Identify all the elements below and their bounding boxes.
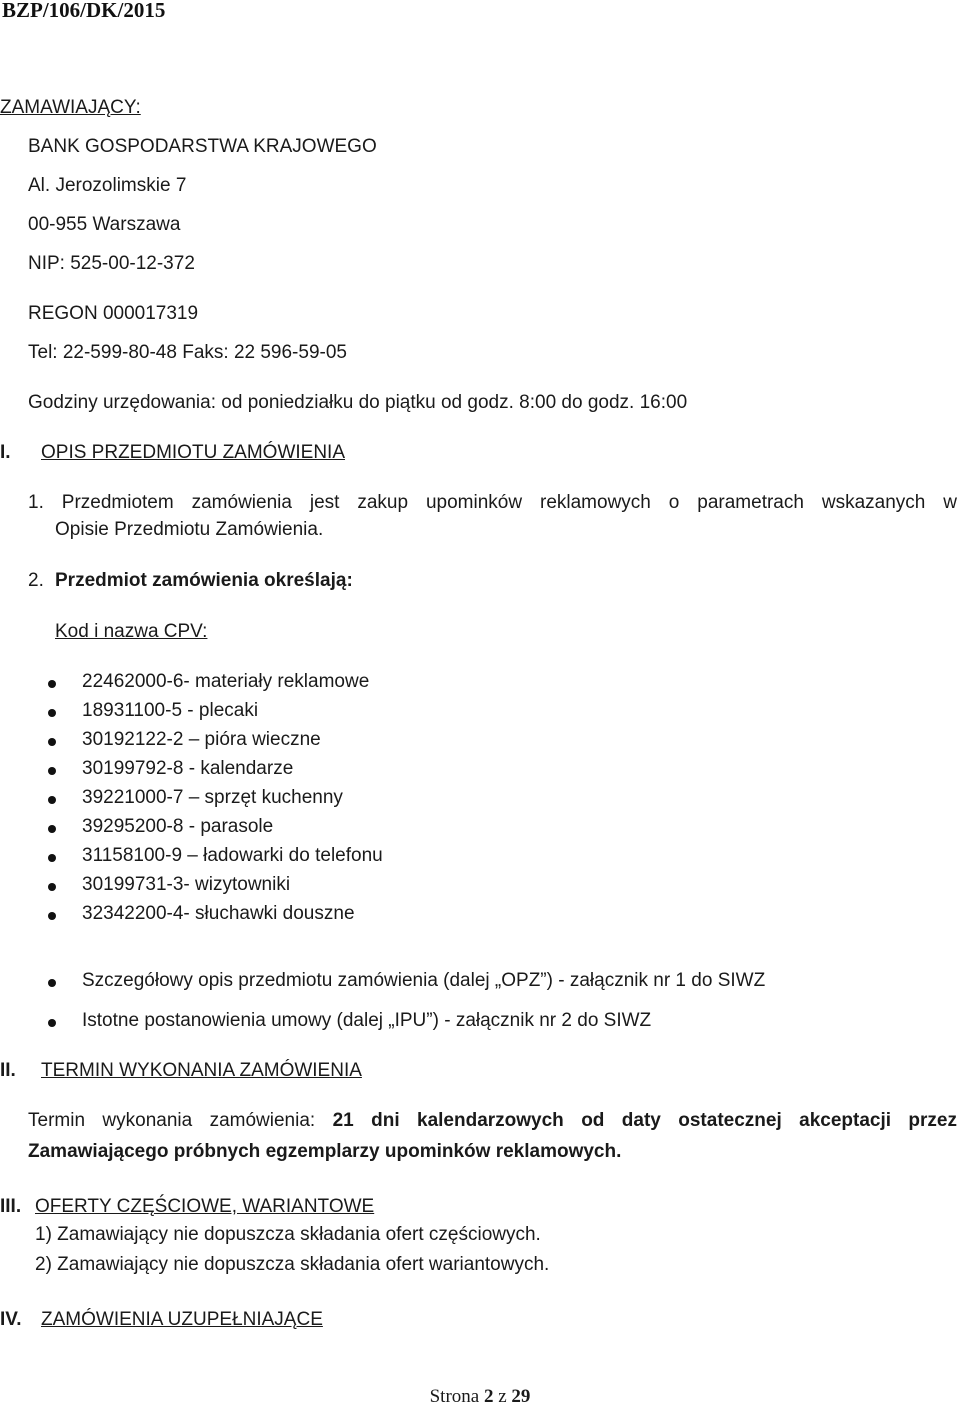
section-4-title: ZAMÓWIENIA UZUPEŁNIAJĄCE (41, 1309, 323, 1330)
bullet-icon (48, 767, 56, 775)
list-item: 30199792-8 - kalendarze (82, 758, 294, 779)
footer-page: 2 (483, 1386, 494, 1407)
section-2-title: TERMIN WYKONANIA ZAMÓWIENIA (41, 1060, 362, 1081)
bank-nip: NIP: 525-00-12-372 (28, 253, 195, 274)
section-3-title: OFERTY CZĘŚCIOWE, WARIANTOWE (35, 1196, 375, 1217)
list-item: 32342200-4- słuchawki douszne (82, 903, 355, 924)
list-item: 39221000-7 – sprzęt kuchenny (82, 787, 343, 808)
section-3-item-1: 1) Zamawiający nie dopuszcza składania ofert częściowych. (35, 1224, 541, 1245)
deadline-line-2: Zamawiającego próbnych egzemplarzy upominków reklamowych. (28, 1141, 622, 1162)
bullet-icon (48, 912, 56, 920)
section-1-item-1-line-1: 1. Przedmiotem zamówienia jest zakup upominków reklamowych o parametrach wskazanych w (28, 492, 957, 513)
ordering-party-label: ZAMAWIAJĄCY: (0, 97, 141, 118)
section-3-number: III. (0, 1196, 22, 1217)
section-4-number: IV. (0, 1309, 22, 1330)
bullet-icon (48, 854, 56, 862)
list-item: 39295200-8 - parasole (82, 816, 274, 837)
deadline-line-1 (28, 1110, 957, 1132)
bank-regon: REGON 000017319 (28, 303, 199, 324)
bank-city: 00-955 Warszawa (28, 214, 181, 235)
list-item: 31158100-9 – ładowarki do telefonu (82, 845, 383, 866)
bank-phone: Tel: 22-599-80-48 Faks: 22 596-59-05 (28, 342, 347, 363)
section-1-item-1-line-2: Opisie Przedmiotu Zamówienia. (55, 519, 324, 540)
bullet-icon (48, 1019, 56, 1027)
list-item: Szczegółowy opis przedmiotu zamówienia (dalej „OPZ”) - załącznik nr 1 do SIWZ (82, 970, 766, 991)
bullet-icon (48, 979, 56, 987)
bank-name: BANK GOSPODARSTWA KRAJOWEGO (28, 136, 377, 157)
bullet-icon (48, 883, 56, 891)
footer-prefix: Strona (429, 1386, 480, 1407)
list-item: 22462000-6- materiały reklamowe (82, 671, 370, 692)
section-1-title: OPIS PRZEDMIOTU ZAMÓWIENIA (41, 442, 346, 463)
list-item: 30199731-3- wizytowniki (82, 874, 291, 895)
section-1-number: I. (0, 442, 11, 463)
deadline-bold-1: 21 dni kalendarzowych od daty ostatecznej akceptacji przez (332, 1110, 957, 1131)
section-3-item-2: 2) Zamawiający nie dopuszcza składania ofert wariantowych. (35, 1254, 550, 1275)
footer-total: 29 (511, 1386, 531, 1407)
section-1-item-2-text: Przedmiot zamówienia określają: (55, 570, 353, 591)
bank-street: Al. Jerozolimskie 7 (28, 175, 187, 196)
footer-sep: z (498, 1386, 507, 1407)
page-footer (0, 1386, 960, 1408)
bullet-icon (48, 796, 56, 804)
list-item: 18931100-5 - plecaki (82, 700, 259, 721)
section-1-item-2-number: 2. (28, 570, 44, 591)
deadline-prefix: Termin wykonania zamówienia: (28, 1110, 316, 1131)
list-item: Istotne postanowienia umowy (dalej „IPU”) - załącznik nr 2 do SIWZ (82, 1010, 652, 1031)
bullet-icon (48, 680, 56, 688)
cpv-label: Kod i nazwa CPV: (55, 621, 208, 642)
list-item: 30192122-2 – pióra wieczne (82, 729, 321, 750)
bullet-icon (48, 709, 56, 717)
section-2-number: II. (0, 1060, 16, 1081)
document-id: BZP/106/DK/2015 (2, 0, 166, 22)
bullet-icon (48, 825, 56, 833)
bullet-icon (48, 738, 56, 746)
office-hours: Godziny urzędowania: od poniedziałku do piątku od godz. 8:00 do godz. 16:00 (28, 392, 688, 413)
